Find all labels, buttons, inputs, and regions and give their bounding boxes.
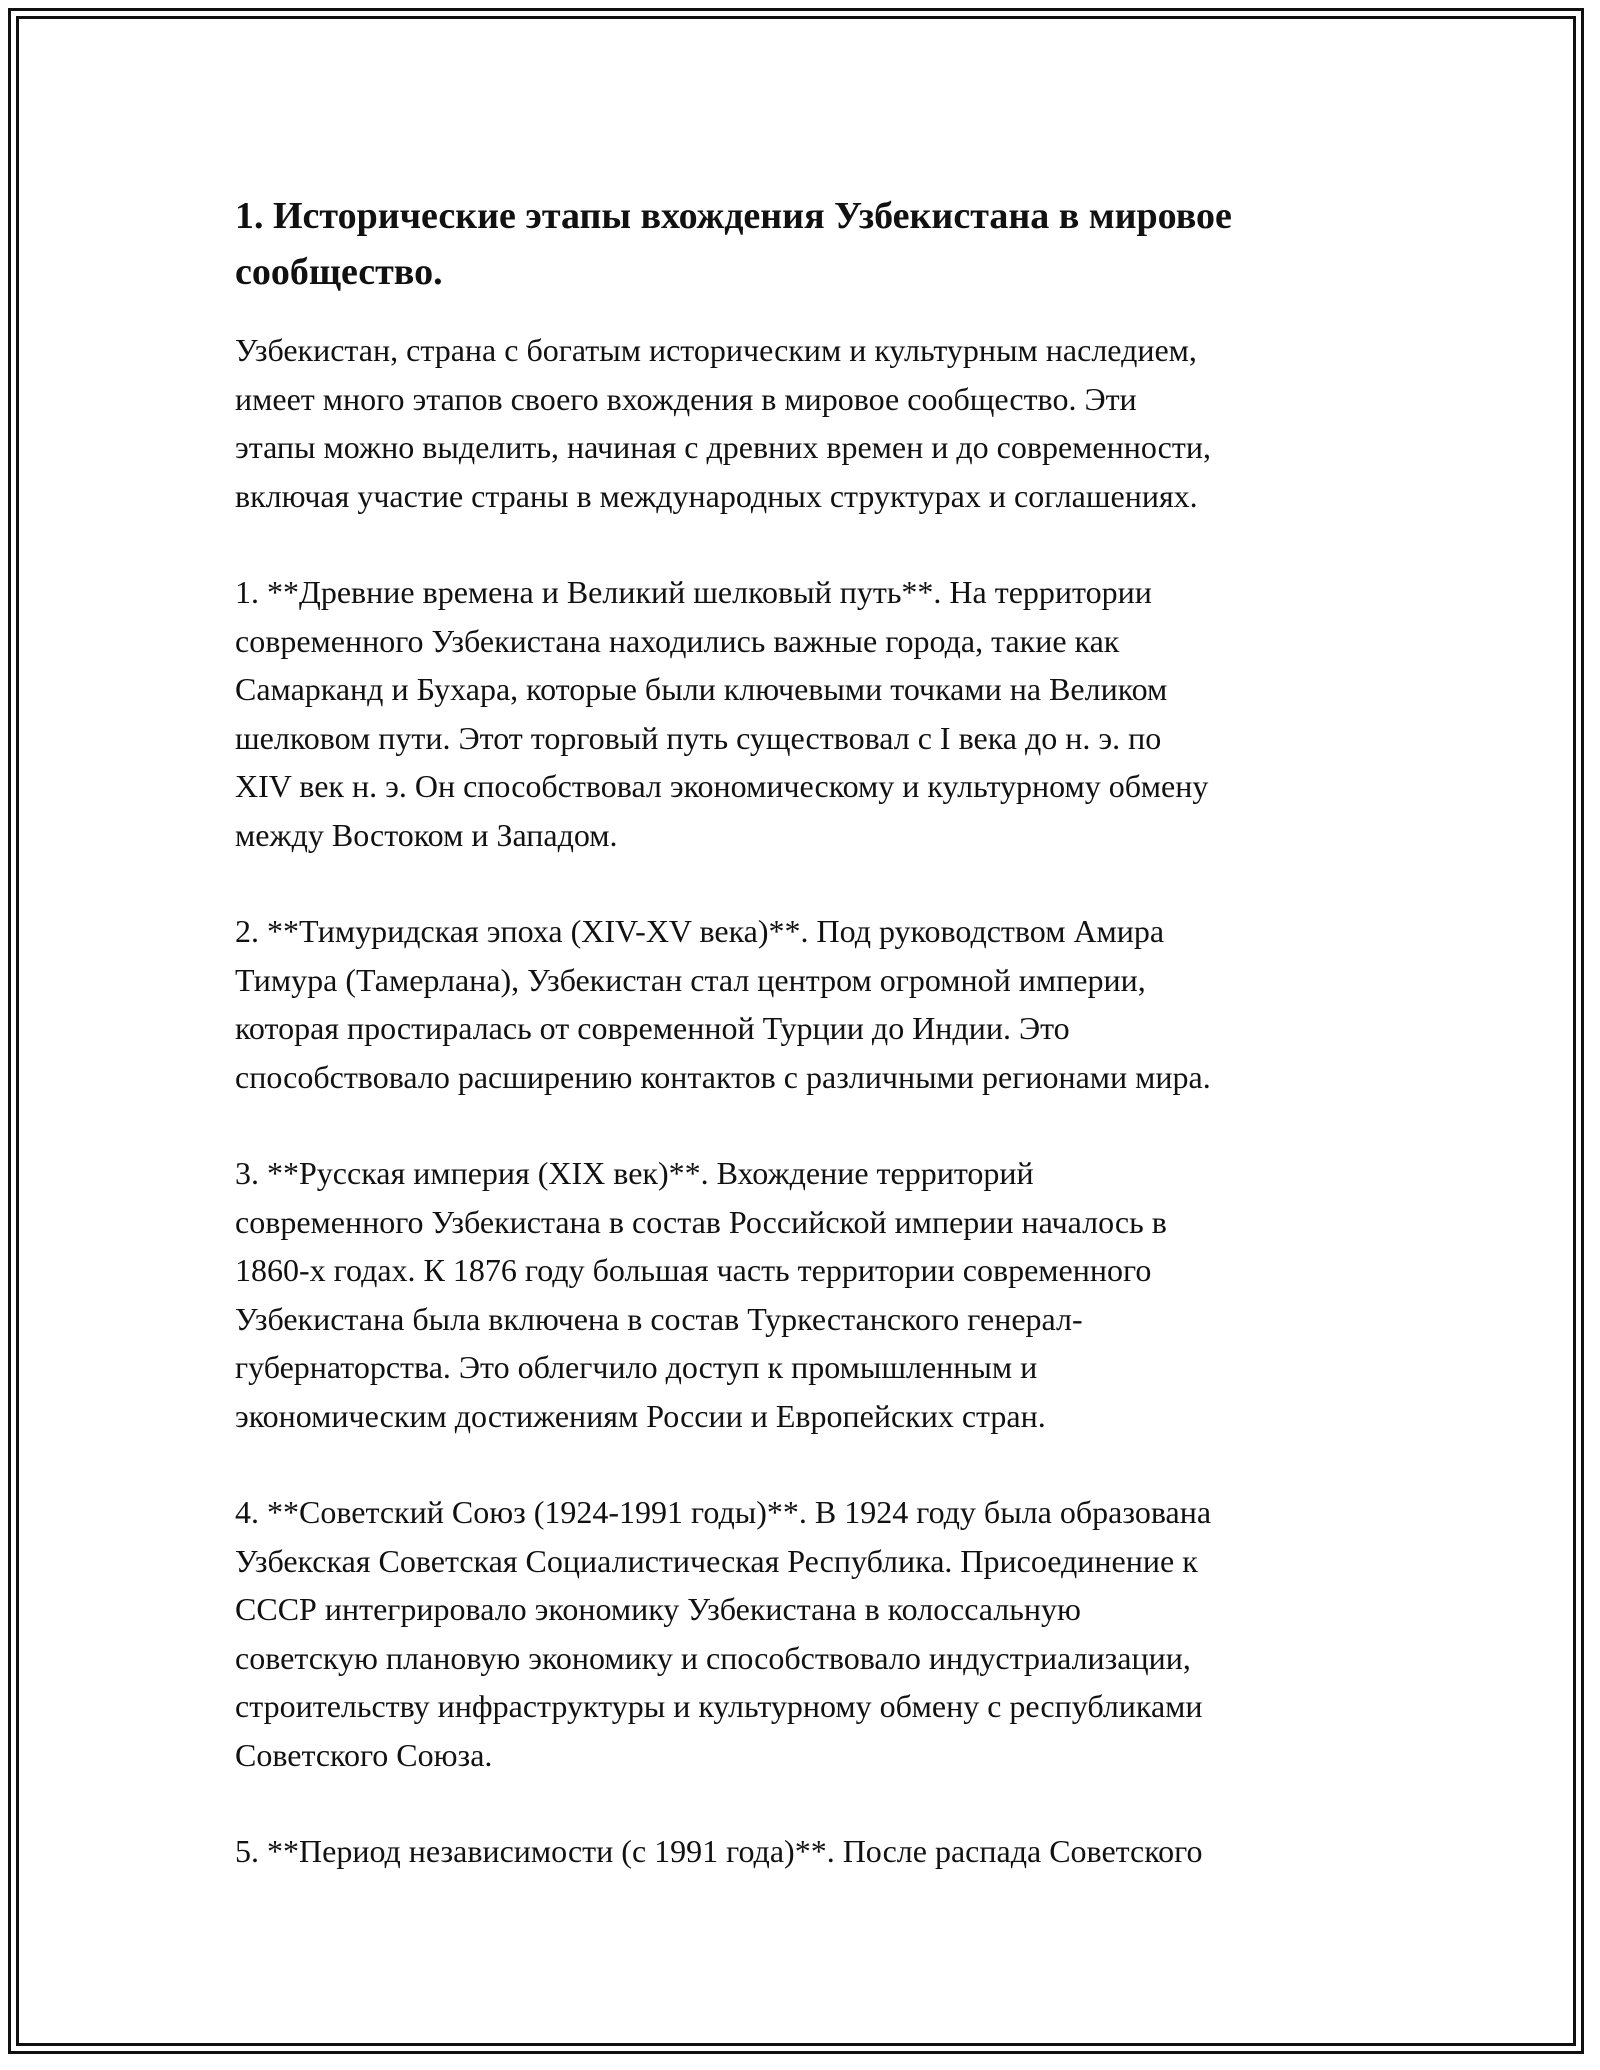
paragraph-item-4: 4. **Советский Союз (1924-1991 годы)**. В 1924 году была образована Узбекская Советская Социалистическая Республика. Присоединение к СССР интегрировало экономику Узбекистана в колоссальную советскую плановую экономику и способствовало индустриализации, строительству инфраструктуры и культурному обмену с республиками Советского Союза. [235,1494,1212,1773]
document-body [235,188,1370,1924]
paragraph-item-5: 5. **Период независимости (с 1991 года)**. После распада Советского [235,1833,1203,1869]
paragraph-item-3: 3. **Русская империя (XIX век)**. Вхождение территорий современного Узбекистана в состав Российской империи началось в 1860-х годах. К 1876 году большая часть территории современного Узбекистана была включена в состав Туркестанского генерал- губернаторства. Это облегчило доступ к промышленным и экономическим достижениям России и Европейских стран. [235,1155,1167,1434]
paragraph-intro: Узбекистан, страна с богатым историческим и культурным наследием, имеет много этапов своего вхождения в мировое сообщество. Эти этапы можно выделить, начиная с древних времен и до современности, включая участие страны в международных структурах и соглашениях. [235,332,1211,514]
paragraph-item-2: 2. **Тимуридская эпоха (XIV-XV века)**. Под руководством Амира Тимура (Тамерлана), Узбекистан стал центром огромной империи, которая простиралась от современной Турции до Индии. Это способствовало расширению контактов с различными регионами мира. [235,913,1211,1095]
document-heading: 1. Исторические этапы вхождения Узбекистана в мировое сообщество. [235,195,1232,293]
paragraph-item-1: 1. **Древние времена и Великий шелковый путь**. На территории современного Узбекистана находились важные города, такие как Самарканд и Бухара, которые были ключевыми точками на Великом шелковом пути. Этот торговый путь существовал с I века до н. э. по XIV век н. э. Он способствовал экономическому и культурному обмену между Востоком и Западом. [235,574,1209,853]
